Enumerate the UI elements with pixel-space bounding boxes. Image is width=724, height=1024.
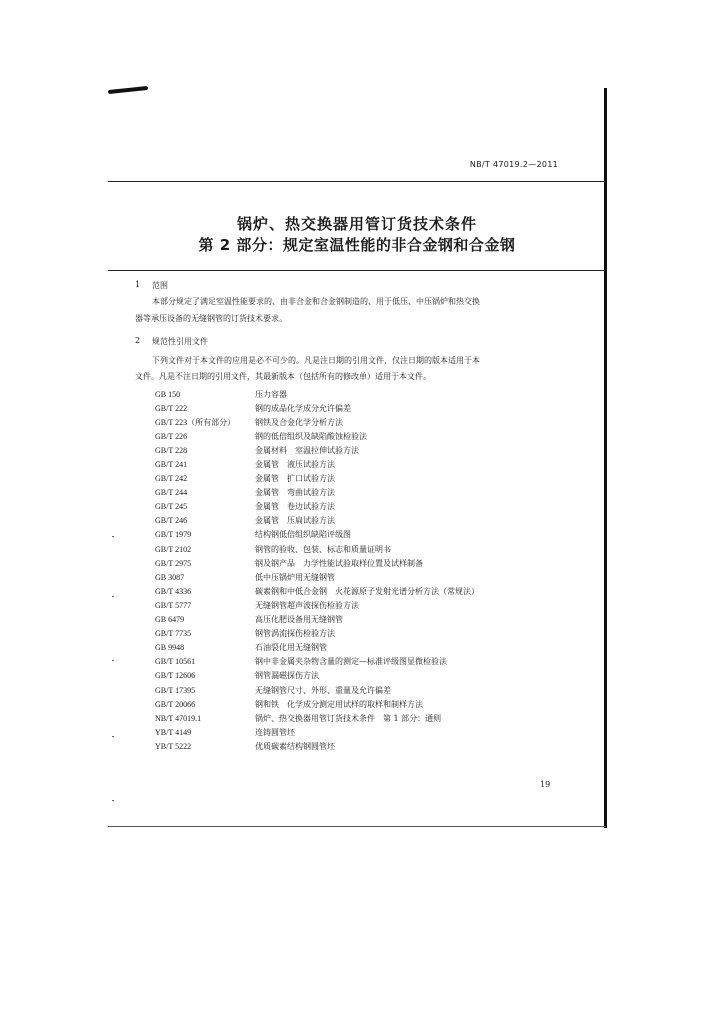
section2-intro-line1: 下列文件对于本文件的应用是必不可少的。凡是注日期的引用文件，仅注日期的版本适用于本 xyxy=(152,356,480,365)
reference-item xyxy=(155,655,575,669)
reference-item xyxy=(155,472,575,486)
normative-references-list xyxy=(155,387,575,753)
reference-code: GB/T 20066 xyxy=(155,699,196,709)
reference-code: GB/T 241 xyxy=(155,460,188,470)
reference-item xyxy=(155,486,575,500)
reference-title: 连铸圆管坯 xyxy=(255,727,295,737)
reference-code: GB/T 7735 xyxy=(155,629,192,639)
reference-item xyxy=(155,556,575,570)
scan-speck xyxy=(112,736,114,737)
reference-code: GB/T 1979 xyxy=(155,530,192,540)
reference-code: GB/T 246 xyxy=(155,516,188,526)
reference-item xyxy=(155,415,575,429)
reference-title: 低中压锅炉用无缝钢管 xyxy=(255,572,335,582)
reference-title: 钢和铁 化学成分测定用试样的取样和制样方法 xyxy=(255,699,423,709)
reference-title: 高压化肥设备用无缝钢管 xyxy=(255,615,343,625)
scan-speck xyxy=(112,660,114,661)
reference-item xyxy=(155,457,575,471)
page-edge-right xyxy=(604,88,607,828)
reference-item xyxy=(155,570,575,584)
reference-code: GB/T 245 xyxy=(155,502,188,512)
reference-item xyxy=(155,528,575,542)
reference-title: 压力容器 xyxy=(255,389,287,399)
reference-title: 金属材料 室温拉伸试验方法 xyxy=(255,445,359,455)
reference-code: NB/T 47019.1 xyxy=(155,713,202,723)
section1-number: 1 xyxy=(135,280,141,289)
section1-heading: 范围 xyxy=(152,281,168,290)
reference-item xyxy=(155,514,575,528)
reference-title: 钢及钢产品 力学性能试验取样位置及试样制备 xyxy=(255,558,423,568)
reference-code: GB/T 242 xyxy=(155,474,188,484)
reference-title: 金属管 扩口试验方法 xyxy=(255,474,335,484)
reference-item xyxy=(155,641,575,655)
reference-code: GB/T 10561 xyxy=(155,657,196,667)
reference-code: GB/T 2975 xyxy=(155,558,192,568)
reference-item xyxy=(155,739,575,753)
reference-title: 钢的成品化学成分允许偏差 xyxy=(255,403,351,413)
title-rule xyxy=(108,270,606,271)
reference-item xyxy=(155,401,575,415)
document-title: 锅炉、热交换器用管订货技术条件 xyxy=(236,215,477,233)
reference-title: 优质碳素结构钢圆管坯 xyxy=(255,741,335,751)
reference-item xyxy=(155,542,575,556)
reference-title: 金属管 液压试验方法 xyxy=(255,460,335,470)
reference-code: GB/T 2102 xyxy=(155,544,192,554)
reference-item xyxy=(155,683,575,697)
reference-code: GB/T 5777 xyxy=(155,600,192,610)
reference-title: 钢中非金属夹杂物含量的测定—标准评级图显微检验法 xyxy=(255,657,447,667)
reference-item xyxy=(155,584,575,598)
reference-item xyxy=(155,711,575,725)
section1-text-line1: 本部分规定了满足室温性能要求的、由非合金和合金钢制造的、用于低压、中压锅炉和热交换 xyxy=(152,297,480,306)
scan-speck xyxy=(112,800,114,801)
document-code: NB/T 47019.2—2011 xyxy=(469,160,558,169)
reference-title: 钢铁及合金化学分析方法 xyxy=(255,417,343,427)
reference-item xyxy=(155,598,575,612)
page-edge-bottom xyxy=(108,826,606,827)
reference-code: GB/T 228 xyxy=(155,445,188,455)
reference-title: 钢管涡流探伤检验方法 xyxy=(255,629,335,639)
reference-title: 钢管漏磁探伤方法 xyxy=(255,671,319,681)
reference-code: GB/T 226 xyxy=(155,431,188,441)
reference-title: 碳素钢和中低合金钢 火花源原子发射光谱分析方法（常规法） xyxy=(255,586,479,596)
section2-number: 2 xyxy=(135,336,141,345)
reference-item xyxy=(155,443,575,457)
reference-title: 金属管 卷边试验方法 xyxy=(255,502,335,512)
section1-text-line2: 器等承压设备的无缝钢管的订货技术要求。 xyxy=(135,314,287,323)
scan-mark xyxy=(108,86,148,94)
header-rule xyxy=(108,181,606,182)
reference-title: 石油裂化用无缝钢管 xyxy=(255,643,327,653)
reference-code: YB/T 4149 xyxy=(155,727,192,737)
reference-code: GB/T 12606 xyxy=(155,671,196,681)
reference-code: YB/T 5222 xyxy=(155,741,192,751)
reference-item xyxy=(155,500,575,514)
reference-item xyxy=(155,429,575,443)
reference-item xyxy=(155,725,575,739)
scan-speck xyxy=(112,536,114,537)
reference-title: 无缝钢管超声波探伤检验方法 xyxy=(255,600,359,610)
reference-code: GB 6479 xyxy=(155,615,185,625)
reference-item xyxy=(155,387,575,401)
page-number: 19 xyxy=(540,780,551,789)
reference-title: 钢管的验收、包装、标志和质量证明书 xyxy=(255,544,391,554)
reference-item xyxy=(155,613,575,627)
reference-code: GB/T 223（所有部分） xyxy=(155,417,236,427)
reference-item xyxy=(155,669,575,683)
document-subtitle: 第 2 部分：规定室温性能的非合金钢和合金钢 xyxy=(198,236,516,254)
reference-item xyxy=(155,627,575,641)
reference-title: 结构钢低倍组织缺陷评级图 xyxy=(255,530,351,540)
section2-intro-line2: 文件。凡是不注日期的引用文件，其最新版本（包括所有的修改单）适用于本文件。 xyxy=(135,372,431,381)
reference-title: 锅炉、热交换器用管订货技术条件 第 1 部分：通则 xyxy=(255,713,442,723)
reference-title: 钢的低倍组织及缺陷酸蚀检验法 xyxy=(255,431,367,441)
reference-code: GB 150 xyxy=(155,389,181,399)
reference-title: 金属管 弯曲试验方法 xyxy=(255,488,335,498)
scan-speck xyxy=(112,596,114,597)
reference-title: 无缝钢管尺寸、外形、重量及允许偏差 xyxy=(255,685,391,695)
reference-code: GB 9948 xyxy=(155,643,185,653)
reference-code: GB 3087 xyxy=(155,572,185,582)
reference-code: GB/T 222 xyxy=(155,403,188,413)
reference-code: GB/T 17395 xyxy=(155,685,196,695)
reference-item xyxy=(155,697,575,711)
section2-heading: 规范性引用文件 xyxy=(152,337,208,346)
reference-title: 金属管 压扁试验方法 xyxy=(255,516,335,526)
reference-code: GB/T 4336 xyxy=(155,586,192,596)
reference-code: GB/T 244 xyxy=(155,488,188,498)
